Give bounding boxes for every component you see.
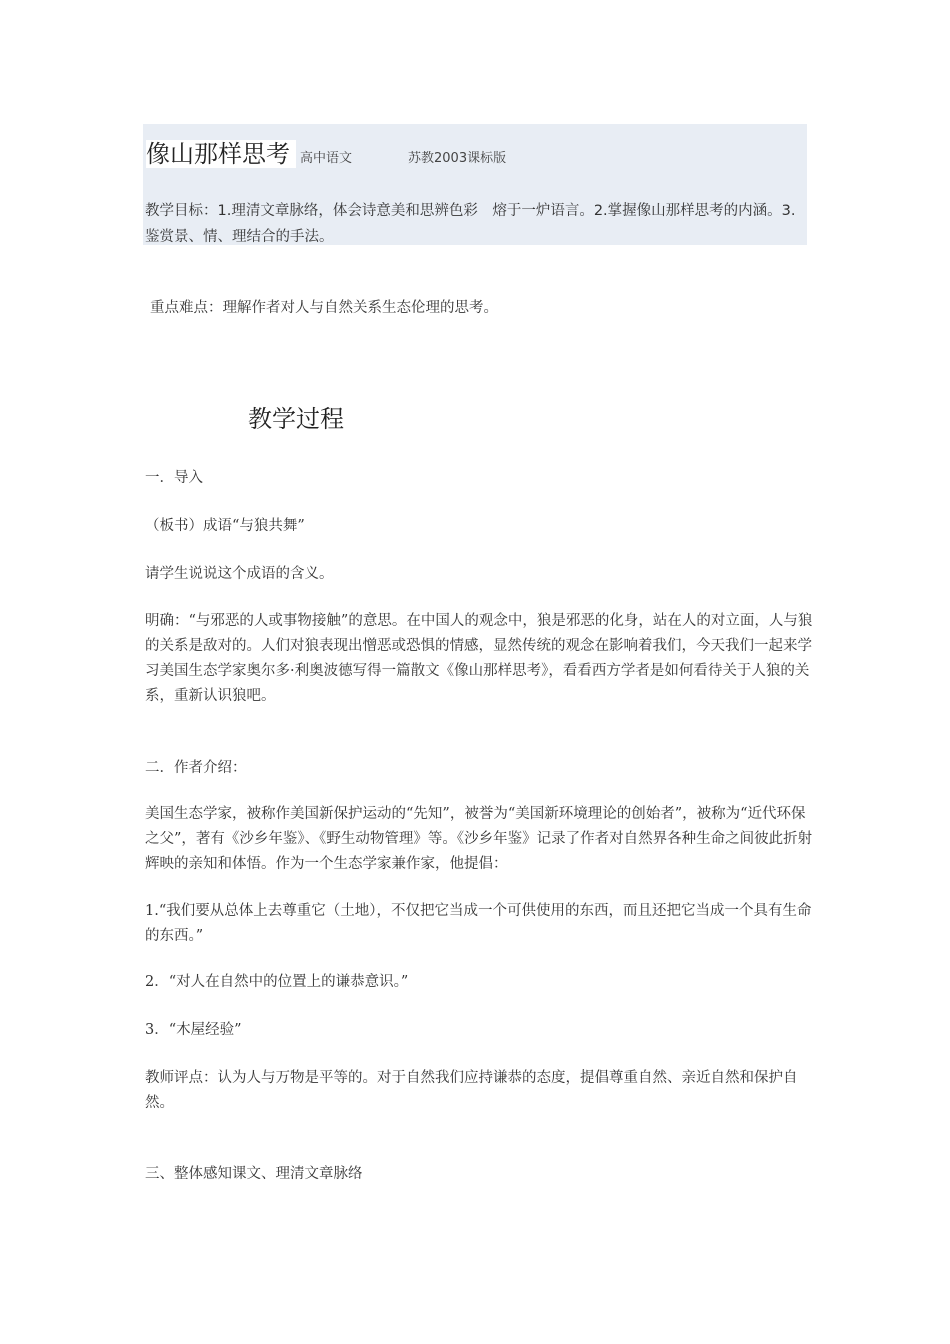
teaching-goals: 教学目标：1.理清文章脉络，体会诗意美和思辨色彩 熔于一炉语言。2.掌握像山那样思考的内涵。3.鉴赏景、情、理结合的手法。 — [145, 203, 796, 245]
lesson-title-row — [146, 134, 506, 169]
point-three: 3．“木屋经验” — [145, 1022, 242, 1038]
board-note: （板书）成语“与狼共舞” — [145, 518, 305, 534]
clarify-paragraph: 明确：“与邪恶的人或事物接触”的意思。在中国人的观念中，狼是邪恶的化身，站在人的对立面，人与狼的关系是敌对的。人们对狼表现出憎恶或恐惧的情感，显然传统的观念在影响着我们，今天我们一起来学习美国生态学家奥尔多·利奥波德写得一篇散文《像山那样思考》，看看西方学者是如何看待关于人狼的关系，重新认识狼吧。 — [145, 613, 813, 704]
process-title: 教学过程 — [248, 405, 344, 433]
subject-label: 高中语文 — [300, 151, 353, 166]
edition-label: 苏教2003课标版 — [408, 151, 507, 166]
key-difficult-points: 重点难点：理解作者对人与自然关系生态伦理的思考。 — [150, 300, 498, 316]
point-one: 1.“我们要从总体上去尊重它（土地），不仅把它当成一个可供使用的东西，而且还把它当成一个具有生命的东西。” — [145, 903, 812, 944]
author-heading: 二．作者介绍： — [145, 760, 247, 776]
lesson-title: 像山那样思考 — [146, 140, 296, 168]
teacher-comment: 教师评点：认为人与万物是平等的。对于自然我们应持谦恭的态度，提倡尊重自然、亲近自然和保护自然。 — [145, 1070, 798, 1111]
ask-students: 请学生说说这个成语的含义。 — [145, 566, 334, 582]
author-paragraph: 美国生态学家，被称作美国新保护运动的“先知”，被誉为“美国新环境理论的创始者”，被称为“近代环保之父”，著有《沙乡年鉴》、《野生动物管理》等。《沙乡年鉴》记录了作者对自然界各种生命之间彼此折射辉映的亲知和体悟。作为一个生态学家兼作家，他提倡： — [145, 806, 813, 872]
intro-heading: 一．导入 — [145, 470, 203, 486]
overall-heading: 三、整体感知课文、理清文章脉络 — [145, 1166, 363, 1182]
point-two: 2．“对人在自然中的位置上的谦恭意识。” — [145, 974, 409, 990]
